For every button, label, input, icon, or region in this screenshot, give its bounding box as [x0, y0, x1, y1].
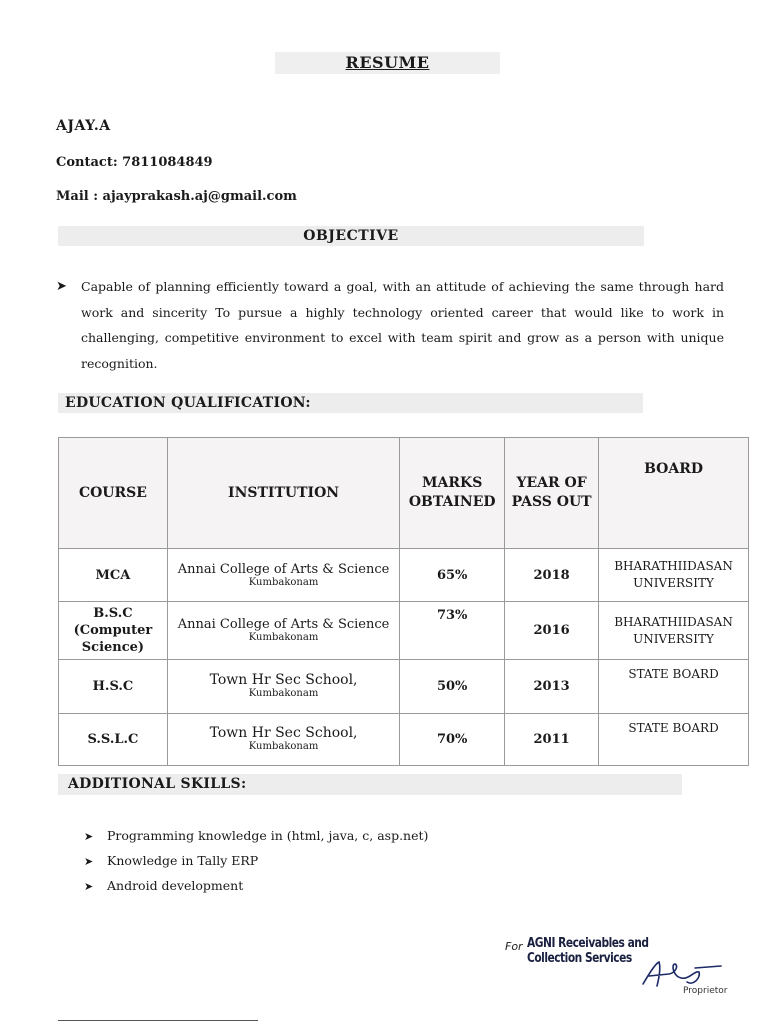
table-row: [59, 602, 749, 660]
skill-text: Knowledge in Tally ERP: [107, 853, 259, 868]
course-cell: [59, 602, 168, 660]
arrow-bullet-icon: ➤: [56, 279, 67, 294]
marks-cell: 73%: [400, 602, 505, 660]
arrow-bullet-icon: ➤: [84, 880, 94, 893]
objective-heading: OBJECTIVE: [303, 228, 399, 244]
handwritten-signature-icon: [635, 956, 735, 990]
stamp-role-label: Proprietor: [683, 986, 728, 996]
skills-list: [84, 826, 428, 901]
list-item: [84, 851, 428, 876]
institution-name: Town Hr Sec School,: [209, 672, 358, 688]
table-row: [59, 549, 749, 602]
skill-text: Android development: [107, 878, 244, 893]
year-cell: 2018: [505, 549, 599, 602]
contact-line: Contact: 7811084849: [56, 155, 213, 170]
institution-cell: [167, 549, 399, 602]
course-label: B.S.C (Computer Science): [73, 606, 153, 655]
institution-location: Kumbakonam: [248, 632, 319, 643]
mail-line: Mail : ajayprakash.aj@gmail.com: [56, 189, 297, 204]
year-cell: 2011: [505, 714, 599, 766]
objective-section: [56, 274, 724, 376]
institution-cell: [167, 602, 399, 660]
table-row: [59, 714, 749, 766]
institution-cell: [167, 660, 399, 714]
board-cell: [599, 549, 749, 602]
stamp-company-name: AGNI Receivables and Collection Services: [527, 936, 649, 966]
board-label: BHARATHIIDASAN UNIVERSITY: [614, 559, 733, 590]
board-cell: STATE BOARD: [599, 660, 749, 714]
resume-title: RESUME: [345, 53, 430, 72]
signature-stamp: [505, 936, 745, 1000]
marks-cell: 70%: [400, 714, 505, 766]
course-cell: MCA: [59, 549, 168, 602]
marks-cell: 50%: [400, 660, 505, 714]
header-year-label: YEAR OF PASS OUT: [511, 475, 592, 510]
skills-heading-band: [58, 774, 682, 795]
year-cell: 2013: [505, 660, 599, 714]
list-item: [84, 876, 428, 901]
skills-heading: ADDITIONAL SKILLS:: [68, 776, 247, 792]
course-cell: S.S.L.C: [59, 714, 168, 766]
institution-name: Town Hr Sec School,: [209, 725, 358, 741]
institution-location: Kumbakonam: [248, 576, 319, 588]
table-header-row: [59, 438, 749, 549]
institution-name: Annai College of Arts & Science: [177, 561, 390, 577]
arrow-bullet-icon: ➤: [84, 855, 94, 868]
header-year: [505, 438, 599, 549]
resume-title-band: [275, 52, 500, 74]
list-item: [84, 826, 428, 851]
header-board: BOARD: [599, 438, 749, 549]
table-row: [59, 660, 749, 714]
header-institution: INSTITUTION: [167, 438, 399, 549]
footer-rule: [58, 1020, 258, 1021]
candidate-name: AJAY.A: [56, 118, 111, 134]
stamp-for-label: For: [505, 940, 523, 953]
board-cell: STATE BOARD: [599, 714, 749, 766]
education-heading-band: [58, 393, 643, 413]
institution-location: Kumbakonam: [248, 688, 319, 699]
institution-name: Annai College of Arts & Science: [177, 617, 390, 632]
board-label: BHARATHIIDASAN UNIVERSITY: [614, 614, 733, 646]
header-marks-label: MARKS OBTAINED: [408, 475, 496, 510]
arrow-bullet-icon: ➤: [84, 830, 94, 843]
header-course: COURSE: [59, 438, 168, 549]
education-table: [58, 437, 749, 766]
marks-cell: 65%: [400, 549, 505, 602]
education-heading: EDUCATION QUALIFICATION:: [65, 395, 311, 411]
objective-heading-band: [58, 226, 644, 246]
institution-cell: [167, 714, 399, 766]
board-cell: [599, 602, 749, 660]
header-marks: [400, 438, 505, 549]
course-cell: H.S.C: [59, 660, 168, 714]
year-cell: 2016: [505, 602, 599, 660]
skill-text: Programming knowledge in (html, java, c, asp.net): [107, 828, 429, 843]
objective-text: Capable of planning efficiently toward a goal, with an attitude of achieving the same through hard work and sincerity To pursue a highly technology oriented career that would like to work in challenging, competitive environment to excel with team spirit and grow as a person with unique recognition.: [81, 279, 724, 371]
institution-location: Kumbakonam: [248, 741, 319, 752]
